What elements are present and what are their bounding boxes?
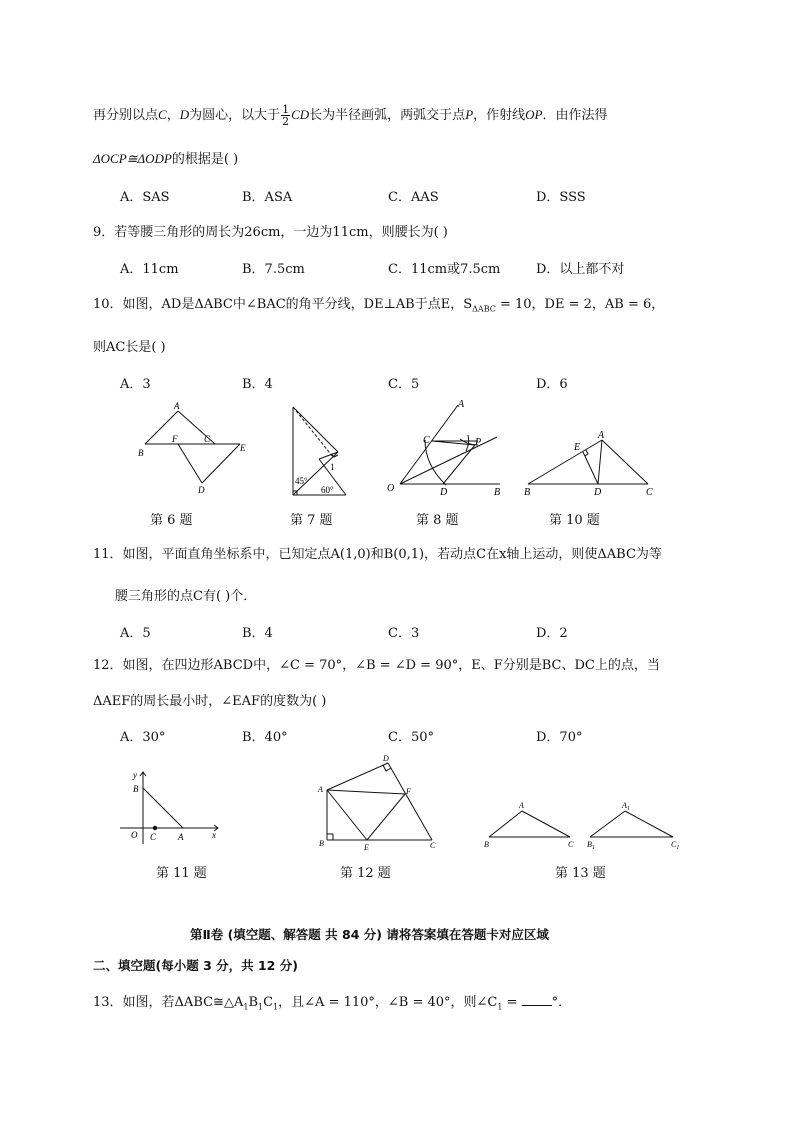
fig13-label-c1: $C_1$ [671, 840, 680, 851]
q13-stem: 13．如图，若$\Delta ABC≅\triangle A_1B_1C_1$，且∠A = 110°，∠B = 40°，则$\angle C_1$ = °． [93, 995, 572, 1012]
fig11-point-c [153, 826, 157, 830]
q11-option-a[interactable]: A．5 [120, 626, 151, 641]
figure-12 [327, 763, 432, 840]
fig11-label-o: O [131, 830, 138, 840]
fig8-label-d: D [440, 487, 448, 498]
fig11-label-y: y [133, 770, 137, 780]
fig12-label-c: C [430, 841, 436, 850]
q10-option-d[interactable]: D．6 [536, 377, 568, 392]
q11-option-c[interactable]: C．3 [388, 626, 420, 641]
figure-10 [528, 440, 648, 484]
q9-option-b[interactable]: B．7.5cm [242, 262, 305, 277]
caption-fig-6: 第 6 题 [150, 513, 193, 528]
fig7-angle-60: 60° [321, 485, 334, 495]
q10-line1: 10．如图，AD是ΔABC中∠BAC的角平分线，DE⊥AB于点E，$S_{\Delta ABC} = 10$，DE = 2，AB = 6， [93, 297, 665, 314]
figure-8 [400, 405, 500, 485]
fig13-label-c: C [568, 840, 574, 849]
fig12-label-f: F [406, 787, 411, 796]
fig6-label-a: A [174, 401, 180, 411]
fig13-label-a1: $A_1$ [622, 801, 630, 812]
caption-fig-12: 第 12 题 [340, 866, 391, 881]
q12-option-b[interactable]: B．40° [242, 730, 288, 745]
fig8-label-p: P [475, 437, 482, 448]
caption-fig-13: 第 13 题 [555, 866, 606, 881]
fig11-label-x: x [212, 830, 216, 840]
q8-option-d[interactable]: D．SSS [536, 190, 586, 205]
fig10-label-a: A [598, 430, 605, 441]
q12-line1: 12．如图，在四边形ABCD中，∠C = 70°，∠B = ∠D = 90°，E、F分别是BC、DC上的点，当 [93, 658, 660, 673]
figure-13 [489, 811, 673, 837]
fig10-label-b: B [524, 487, 531, 498]
q13-answer-blank[interactable] [522, 1005, 552, 1006]
q12-option-c[interactable]: C．50° [388, 730, 434, 745]
fig8-label-a: A [458, 399, 465, 410]
fig11-label-c: C [150, 832, 157, 842]
fig8-label-b: B [494, 487, 501, 498]
q10-option-a[interactable]: A．3 [120, 377, 151, 392]
q9-option-a[interactable]: A．11cm [120, 262, 179, 277]
q8-option-c[interactable]: C．AAS [388, 190, 439, 205]
q9-option-c[interactable]: C．11cm或7.5cm [388, 262, 501, 277]
q9-option-d[interactable]: D．以上都不对 [536, 262, 625, 277]
fig11-label-a: A [178, 832, 184, 842]
fig7-angle-45: 45° [295, 476, 308, 486]
q9-stem: 9．若等腰三角形的周长为26cm，一边为11cm，则腰长为( ) [93, 225, 448, 240]
figures-row-1 [0, 395, 794, 525]
fig7-angle-1: 1 [330, 462, 335, 472]
fig12-label-e: E [364, 843, 369, 852]
q11-line2: 腰三角形的点C有( )个． [115, 589, 257, 604]
caption-fig-10: 第 10 题 [549, 513, 600, 528]
q8-line1: 再分别以点C，D为圆心，以大于 $\frac{1}{2}$ CD长为半径画弧，两弧交于点P，作射线OP．由作法得 [93, 103, 608, 128]
q8-option-a[interactable]: A．SAS [120, 190, 170, 205]
fig13-label-b1: $B_1$ [587, 840, 595, 851]
fraction-one-half: $\frac{1}{2}$ [282, 103, 290, 128]
fig6-label-c: C [204, 434, 211, 444]
fig6-label-f: F [172, 434, 178, 444]
q11-option-b[interactable]: B．4 [242, 626, 273, 641]
fig8-label-c: C [423, 435, 430, 446]
caption-fig-11: 第 11 题 [156, 866, 207, 881]
section-2-title: 第Ⅱ卷 (填空题、解答题 共 84 分) 请将答案填在答题卡对应区域 [190, 927, 549, 942]
fig10-label-d: D [594, 487, 602, 498]
part-fill-in-title: 二、填空题(每小题 3 分，共 12 分) [93, 958, 298, 973]
q12-option-a[interactable]: A．30° [120, 730, 166, 745]
q8-line2: ΔOCP≅ΔODP的根据是( ) [93, 151, 239, 167]
fig10-label-e: E [574, 442, 581, 453]
caption-fig-8: 第 8 题 [416, 513, 459, 528]
q8-option-b[interactable]: B．ASA [242, 190, 293, 205]
fig12-label-a: A [318, 785, 323, 794]
q12-option-d[interactable]: D．70° [536, 730, 583, 745]
q10-option-c[interactable]: C．5 [388, 377, 420, 392]
fig11-label-b: B [133, 784, 139, 794]
q10-option-b[interactable]: B．4 [242, 377, 273, 392]
figures-row-2 [0, 750, 794, 860]
fig8-label-o: O [387, 483, 395, 494]
fig12-label-d: D [383, 754, 389, 763]
fig6-label-b: B [138, 448, 144, 458]
figure-6 [145, 411, 240, 483]
q11-option-d[interactable]: D．2 [536, 626, 568, 641]
fig13-label-b: B [484, 840, 489, 849]
fig10-label-c: C [646, 487, 653, 498]
fig6-label-e: E [240, 443, 246, 453]
caption-fig-7: 第 7 题 [290, 513, 333, 528]
fig12-label-b: B [319, 839, 324, 848]
fig6-label-d: D [198, 485, 205, 495]
q12-line2: ΔAEF的周长最小时，∠EAF的度数为( ) [93, 694, 327, 709]
fig13-label-a: A [519, 801, 524, 810]
q11-line1: 11．如图，平面直角坐标系中，已知定点A(1,0)和B(0,1)，若动点C在x轴上运动，则使ΔABC为等 [93, 547, 662, 562]
q10-line2: 则AC长是( ) [93, 340, 166, 355]
